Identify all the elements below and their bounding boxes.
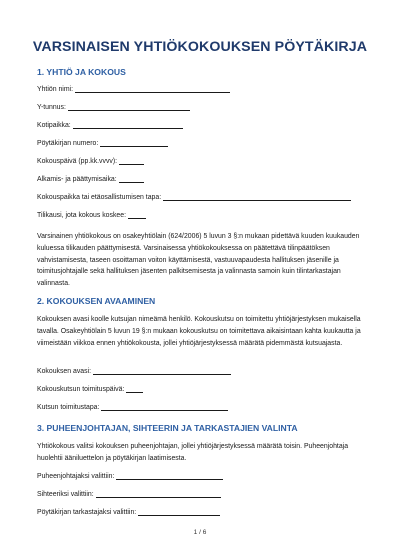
- fill-line[interactable]: [93, 367, 231, 375]
- field-opened-by[interactable]: [37, 367, 231, 375]
- fill-line[interactable]: [100, 139, 168, 147]
- fill-line[interactable]: [96, 490, 221, 498]
- field-chairperson[interactable]: [37, 472, 223, 480]
- fill-line[interactable]: [116, 472, 223, 480]
- field-label: Alkamis- ja päättymisaika:: [37, 176, 117, 183]
- section-1-heading: 1. YHTIÖ JA KOKOUS: [37, 67, 126, 77]
- fill-line[interactable]: [68, 103, 190, 111]
- fill-line[interactable]: [128, 211, 146, 219]
- field-invitation-method[interactable]: [37, 403, 228, 411]
- field-label: Pöytäkirjan tarkastajaksi valittiin:: [37, 509, 137, 516]
- field-label: Puheenjohtajaksi valittiin:: [37, 473, 115, 480]
- field-meeting-place[interactable]: [37, 193, 351, 201]
- field-label: Kokouspaikka tai etäosallistumisen tapa:: [37, 194, 162, 201]
- document-title: VARSINAISEN YHTIÖKOKOUKSEN PÖYTÄKIRJA: [32, 39, 368, 55]
- field-minutes-checker[interactable]: [37, 508, 220, 516]
- fill-line[interactable]: [119, 175, 144, 183]
- field-invitation-date[interactable]: [37, 385, 143, 393]
- field-label: Kokouksen avasi:: [37, 368, 92, 375]
- fill-line[interactable]: [73, 121, 183, 129]
- section-2-heading: 2. KOKOUKSEN AVAAMINEN: [37, 296, 156, 306]
- field-label: Kokouskutsun toimituspäivä:: [37, 386, 125, 393]
- field-company-name[interactable]: [37, 85, 230, 93]
- page-number: 1 / 6: [193, 529, 207, 536]
- field-financial-period[interactable]: [37, 211, 146, 219]
- field-label: Pöytäkirjan numero:: [37, 140, 99, 147]
- section-3-heading: 3. PUHEENJOHTAJAN, SIHTEERIN JA TARKASTAJIEN VALINTA: [37, 423, 298, 433]
- fill-line[interactable]: [101, 403, 228, 411]
- section-1-paragraph: Varsinainen yhtiökokous on osakeyhtiölain (624/2006) 5 luvun 3 §:n mukaan pidettävä kuuden kuukauden kuluessa tilikauden päättymisestä. Varsinaisessa yhtiökokouksessa on päätettävä tilinpäätöksen vahvistamisesta, taseen osoittaman voiton käyttämisestä, vastuuvapaudesta hallituksen jäsenille ja toimitusjohtajalle sekä hallituksen jäsenten palkitsemisesta ja valinnasta samoin kuin tilintarkastajan valinnasta.: [37, 233, 360, 288]
- field-meeting-date[interactable]: [37, 157, 144, 165]
- fill-line[interactable]: [119, 157, 144, 165]
- field-label: Kotipaikka:: [37, 122, 71, 129]
- field-label: Tilikausi, jota kokous koskee:: [37, 212, 126, 219]
- field-business-id[interactable]: [37, 103, 190, 111]
- fill-line[interactable]: [75, 85, 230, 93]
- field-label: Yhtiön nimi:: [37, 86, 74, 93]
- fill-line[interactable]: [126, 385, 143, 393]
- field-domicile[interactable]: [37, 121, 183, 129]
- section-2-paragraph: Kokouksen avasi koolle kutsujan nimeämä henkilö. Kokouskutsu on toimitettu yhtiöjärjestyksen mukaisella tavalla. Osakeyhtiölain 5 luvun 19 §:n mukaan kokouskutsu on toimitettava aikaisintaan kahta kuukautta ja viimeistään viikkoa ennen yhtiökokousta, jollei yhtiöjärjestyksessä määrätä pidemmästä kutsuajasta.: [37, 316, 361, 347]
- field-start-end-time[interactable]: [37, 175, 144, 183]
- field-label: Y-tunnus:: [37, 104, 66, 111]
- section-3-paragraph: Yhtiökokous valitsi kokouksen puheenjohtajan, jollei yhtiöjärjestyksessä määrätä toisin. Puheenjohtaja huolehtii ääniluettelon ja pöytäkirjan laatimisesta.: [37, 443, 349, 462]
- field-label: Sihteeriksi valittiin:: [37, 491, 94, 498]
- fill-line[interactable]: [163, 193, 351, 201]
- field-minutes-number[interactable]: [37, 139, 168, 147]
- field-secretary[interactable]: [37, 490, 221, 498]
- field-label: Kutsun toimitustapa:: [37, 404, 100, 411]
- fill-line[interactable]: [138, 508, 220, 516]
- field-label: Kokouspäivä (pp.kk.vvvv):: [37, 158, 118, 165]
